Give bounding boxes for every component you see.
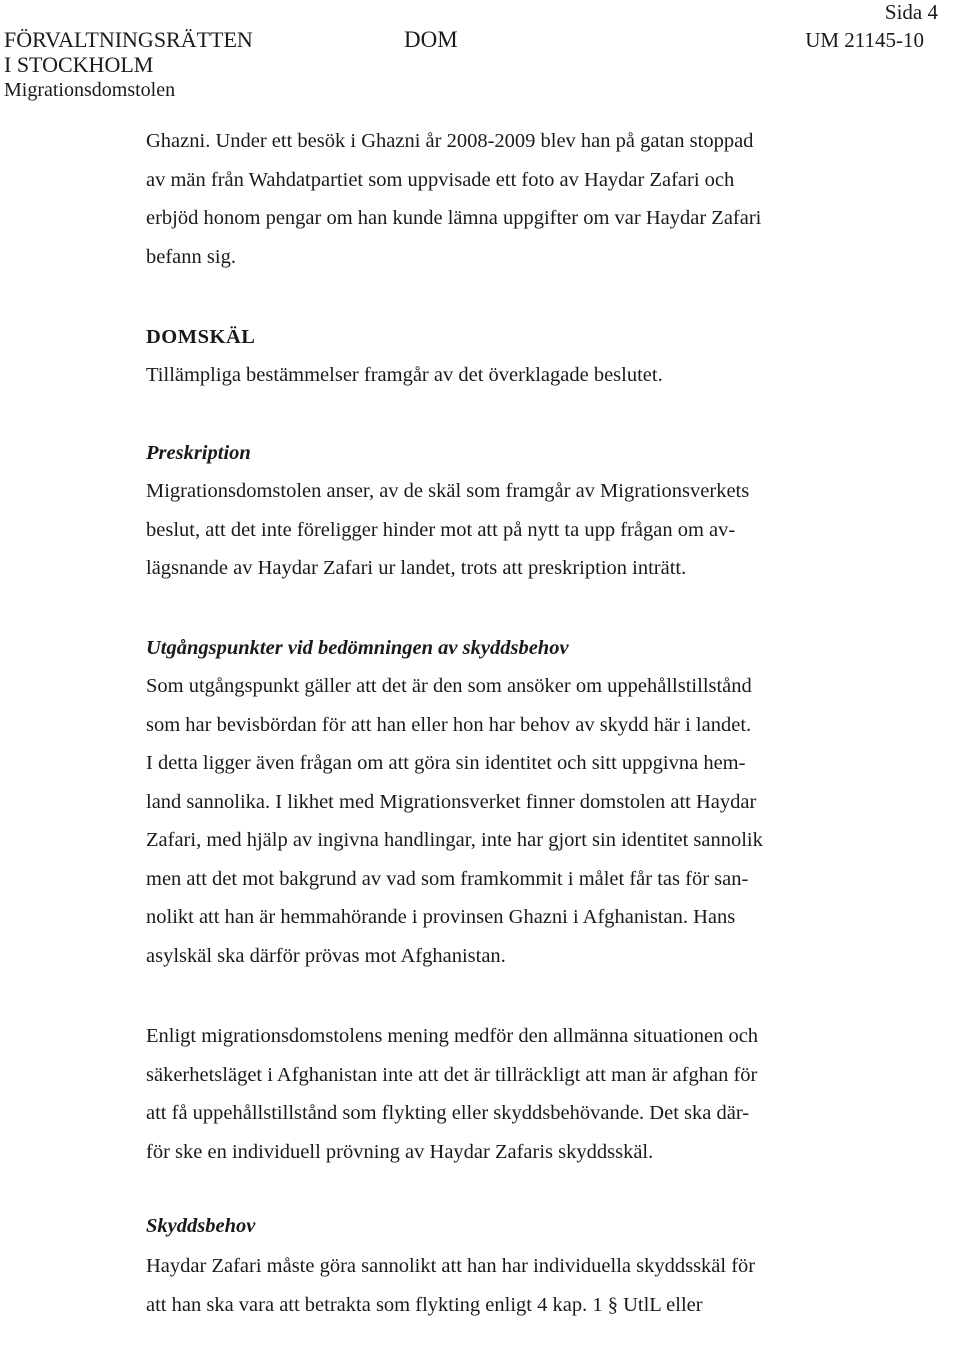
court-division: Migrationsdomstolen (4, 79, 176, 101)
situation-paragraph (146, 1017, 836, 1171)
domskal-paragraph (146, 356, 836, 395)
text-line: Tillämpliga bestämmelser framgår av det överklagade beslutet. (146, 364, 663, 386)
document-type: DOM (404, 27, 458, 52)
utgangspunkter-paragraph (146, 667, 836, 975)
subheading-preskription: Preskription (146, 442, 251, 464)
text-line: att få uppehållstillstånd som flykting eller skyddsbehövande. Det ska där- (146, 1102, 750, 1124)
text-line: asylskäl ska därför prövas mot Afghanistan. (146, 944, 506, 967)
text-line: av män från Wahdatpartiet som uppvisade ett foto av Haydar Zafari och (146, 168, 735, 191)
text-line: att han ska vara att betrakta som flykting enligt 4 kap. 1 § UtlL eller (146, 1293, 703, 1316)
court-location: I STOCKHOLM (4, 52, 154, 77)
skyddsbehov-paragraph (146, 1247, 836, 1324)
text-line: lägsnande av Haydar Zafari ur landet, trots att preskription inträtt. (146, 557, 687, 579)
text-line: Som utgångspunkt gäller att det är den som ansöker om uppehållstillstånd (146, 675, 752, 697)
text-line: men att det mot bakgrund av vad som framkommit i målet får tas för san- (146, 867, 749, 890)
text-line: beslut, att det inte föreligger hinder mot att på nytt ta upp frågan om av- (146, 518, 736, 541)
court-name: FÖRVALTNINGSRÄTTEN (4, 27, 253, 52)
subheading-utgangspunkter: Utgångspunkter vid bedömningen av skyddsbehov (146, 637, 569, 659)
text-line: land sannolika. I likhet med Migrationsverket finner domstolen att Haydar (146, 790, 757, 813)
text-line: I detta ligger även frågan om att göra sin identitet och sitt uppgivna hem- (146, 752, 746, 774)
text-line: som har bevisbördan för att han eller hon har behov av skydd här i landet. (146, 713, 752, 736)
text-line: nolikt att han är hemmahörande i provinsen Ghazni i Afghanistan. Hans (146, 906, 736, 928)
text-line: för ske en individuell prövning av Haydar Zafaris skyddsskäl. (146, 1140, 654, 1163)
text-line: befann sig. (146, 245, 236, 268)
text-line: erbjöd honom pengar om han kunde lämna uppgifter om var Haydar Zafari (146, 207, 762, 229)
text-line: Haydar Zafari måste göra sannolikt att han har individuella skyddsskäl för (146, 1255, 756, 1277)
case-number: UM 21145-10 (805, 28, 924, 52)
text-line: Ghazni. Under ett besök i Ghazni år 2008-2009 blev han på gatan stoppad (146, 130, 754, 152)
intro-paragraph (146, 122, 836, 276)
text-line: Enligt migrationsdomstolens mening medför den allmänna situationen och (146, 1025, 759, 1047)
page-number: Sida 4 (884, 0, 938, 24)
section-heading-domskal: DOMSKÄL (146, 326, 256, 348)
text-line: Migrationsdomstolen anser, av de skäl som framgår av Migrationsverkets (146, 480, 750, 502)
subheading-skyddsbehov: Skyddsbehov (146, 1215, 256, 1237)
text-line: säkerhetsläget i Afghanistan inte att det är tillräckligt att man är afghan för (146, 1063, 758, 1086)
text-line: Zafari, med hjälp av ingivna handlingar, inte har gjort sin identitet sannolik (146, 829, 763, 851)
preskription-paragraph (146, 472, 836, 588)
